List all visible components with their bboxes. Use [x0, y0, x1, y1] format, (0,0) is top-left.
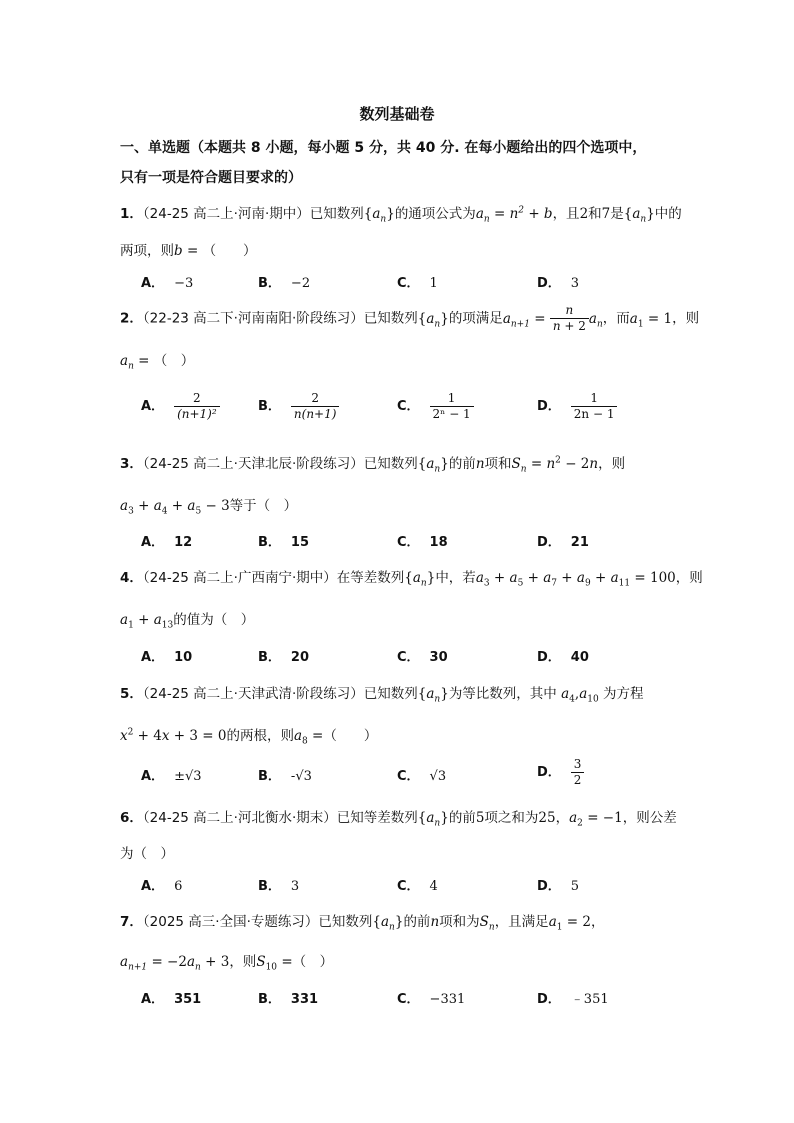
- question-5-line1: 5．（24-25 高二上·天津武清·阶段练习）已知数列$\{a_n\}$为等比数列，其中 $a_4,a_{10}$ 为方程: [120, 686, 644, 705]
- option-b[interactable]: B． −2: [258, 276, 311, 291]
- option-d[interactable]: D． 3: [537, 276, 580, 291]
- option-c[interactable]: C． √3: [397, 769, 447, 784]
- question-4-line1: 4．（24-25 高二上·广西南宁·期中）在等差数列$\{a_n\}$中，若$a_3 + a_5 + a_7 + a_9 + a_{11} = 100$，则: [120, 570, 703, 589]
- question-number: 6．: [120, 810, 143, 826]
- question-7-line1: 7．（2025 高三·全国·专题练习）已知数列$\{a_n\}$的前n项和为$S_n$，且满足$a_1 = 2$，: [120, 914, 605, 933]
- question-number: 1．: [120, 206, 143, 222]
- question-3-line2: $a_3 + a_4 + a_5 - 3$等于（ ）: [120, 498, 298, 517]
- page-title: 数列基础卷: [359, 105, 435, 123]
- option-a[interactable]: A． $\frac{2}{\text{(n+1)²}}$: [141, 391, 220, 422]
- question-4-line2: $a_1 + a_{13}$的值为（ ）: [120, 612, 255, 631]
- question-7-line2: $a_{n+1} = -2a_n + 3$，则$S_{10}$ =（ ）: [120, 954, 334, 973]
- question-number: 2．: [120, 310, 143, 327]
- equation: $a_3 + a_5 + a_7 + a_9 + a_{11} = 100$: [475, 570, 676, 589]
- question-source: （24-25 高二上·天津武清·阶段练习）: [142, 686, 364, 702]
- option-b[interactable]: B． 20: [258, 650, 310, 665]
- question-5-line2: $x^2 + 4x + 3 = 0$的两根，则$a_8$ =（ ）: [120, 727, 378, 747]
- expression: $a_3 + a_4 + a_5 - 3$: [120, 498, 230, 517]
- sum-formula: $S_n = n^2 - 2n$: [511, 455, 599, 475]
- option-b[interactable]: B． 331: [258, 992, 319, 1007]
- question-2-line1: 2．（22-23 高二下·河南南阳·阶段练习）已知数列$\{a_n\}$的项满足$a_{n+1}$ = $\frac{n}{n + 2}$ $a_n$，而$a_1 = 1$，则: [120, 303, 700, 333]
- question-1-line2: 两项，则b = （ ）: [120, 243, 257, 259]
- question-source: （24-25 高二上·河南·期中）: [142, 206, 310, 222]
- option-c[interactable]: C． 1: [397, 276, 438, 291]
- question-6-line2: 为（ ）: [120, 846, 174, 862]
- question-number: 4．: [120, 570, 143, 586]
- question-6-line1: 6．（24-25 高二上·河北衡水·期末）已知等差数列$\{a_n\}$的前5项之和为25，$a_2 = -1$，则公差: [120, 810, 677, 829]
- question-source: （2025 高三·全国·专题练习）: [142, 914, 319, 930]
- quadratic-equation: $x^2 + 4x + 3 = 0$: [120, 727, 227, 744]
- recurrence-formula: $a_{n+1} = -2a_n + 3$: [120, 954, 230, 973]
- question-source: （24-25 高二上·河北衡水·期末）: [142, 810, 337, 826]
- option-b[interactable]: B． 15: [258, 535, 310, 550]
- question-2-line2: $a_n$ = （ ）: [120, 353, 195, 372]
- option-a[interactable]: A． 351: [141, 992, 202, 1007]
- question-source: （24-25 高二上·天津北辰·阶段练习）: [142, 456, 364, 472]
- option-d[interactable]: D． 21: [537, 535, 589, 550]
- recurrence-formula: $a_{n+1}$ =: [502, 310, 546, 330]
- option-d[interactable]: D． $\frac{3}{2}$: [537, 757, 584, 788]
- question-number: 3．: [120, 456, 143, 472]
- option-c[interactable]: C． 30: [397, 650, 448, 665]
- sequence-symbol: $\{a_n\}$: [363, 206, 395, 225]
- section-heading-line1: 一、单选题（本题共 8 小题，每小题 5 分，共 40 分. 在每小题给出的四个选项中，: [120, 140, 647, 156]
- option-d[interactable]: D． 5: [537, 879, 580, 894]
- option-d[interactable]: D． $\frac{1}{2n - 1}$: [537, 391, 617, 422]
- formula: $a_n = n^2 + b$: [475, 205, 553, 225]
- option-d[interactable]: D． 40: [537, 650, 589, 665]
- section-heading-line2: 只有一项是符合题目要求的）: [120, 170, 302, 186]
- question-1-line1: 1．（24-25 高二上·河南·期中）已知数列$\{a_n\}$的通项公式为$a_n = n^2 + b$，且2和7是$\{a_n\}$中的: [120, 205, 682, 225]
- option-a[interactable]: A． 6: [141, 879, 183, 894]
- option-c[interactable]: C． −331: [397, 992, 466, 1007]
- question-number: 5．: [120, 686, 143, 702]
- option-c[interactable]: C． 18: [397, 535, 448, 550]
- option-a[interactable]: A． −3: [141, 276, 194, 291]
- option-c[interactable]: C． $\frac{1}{\text{2ⁿ − 1}}$: [397, 391, 474, 422]
- option-b[interactable]: B． 3: [258, 879, 300, 894]
- question-source: （24-25 高二上·广西南宁·期中）: [142, 570, 337, 586]
- option-c[interactable]: C． 4: [397, 879, 438, 894]
- question-3-line1: 3．（24-25 高二上·天津北辰·阶段练习）已知数列$\{a_n\}$的前n项和$S_n = n^2 - 2n$，则: [120, 455, 626, 475]
- option-b[interactable]: B． $\frac{2}{n(n+1)}$: [258, 391, 339, 422]
- option-a[interactable]: A． 10: [141, 650, 193, 665]
- option-a[interactable]: A． ±√3: [141, 769, 202, 784]
- question-number: 7．: [120, 914, 143, 930]
- option-b[interactable]: B． -√3: [258, 769, 312, 784]
- option-a[interactable]: A． 12: [141, 535, 193, 550]
- question-source: （22-23 高二下·河南南阳·阶段练习）: [142, 310, 364, 327]
- option-d[interactable]: D． ﹣351: [537, 992, 609, 1007]
